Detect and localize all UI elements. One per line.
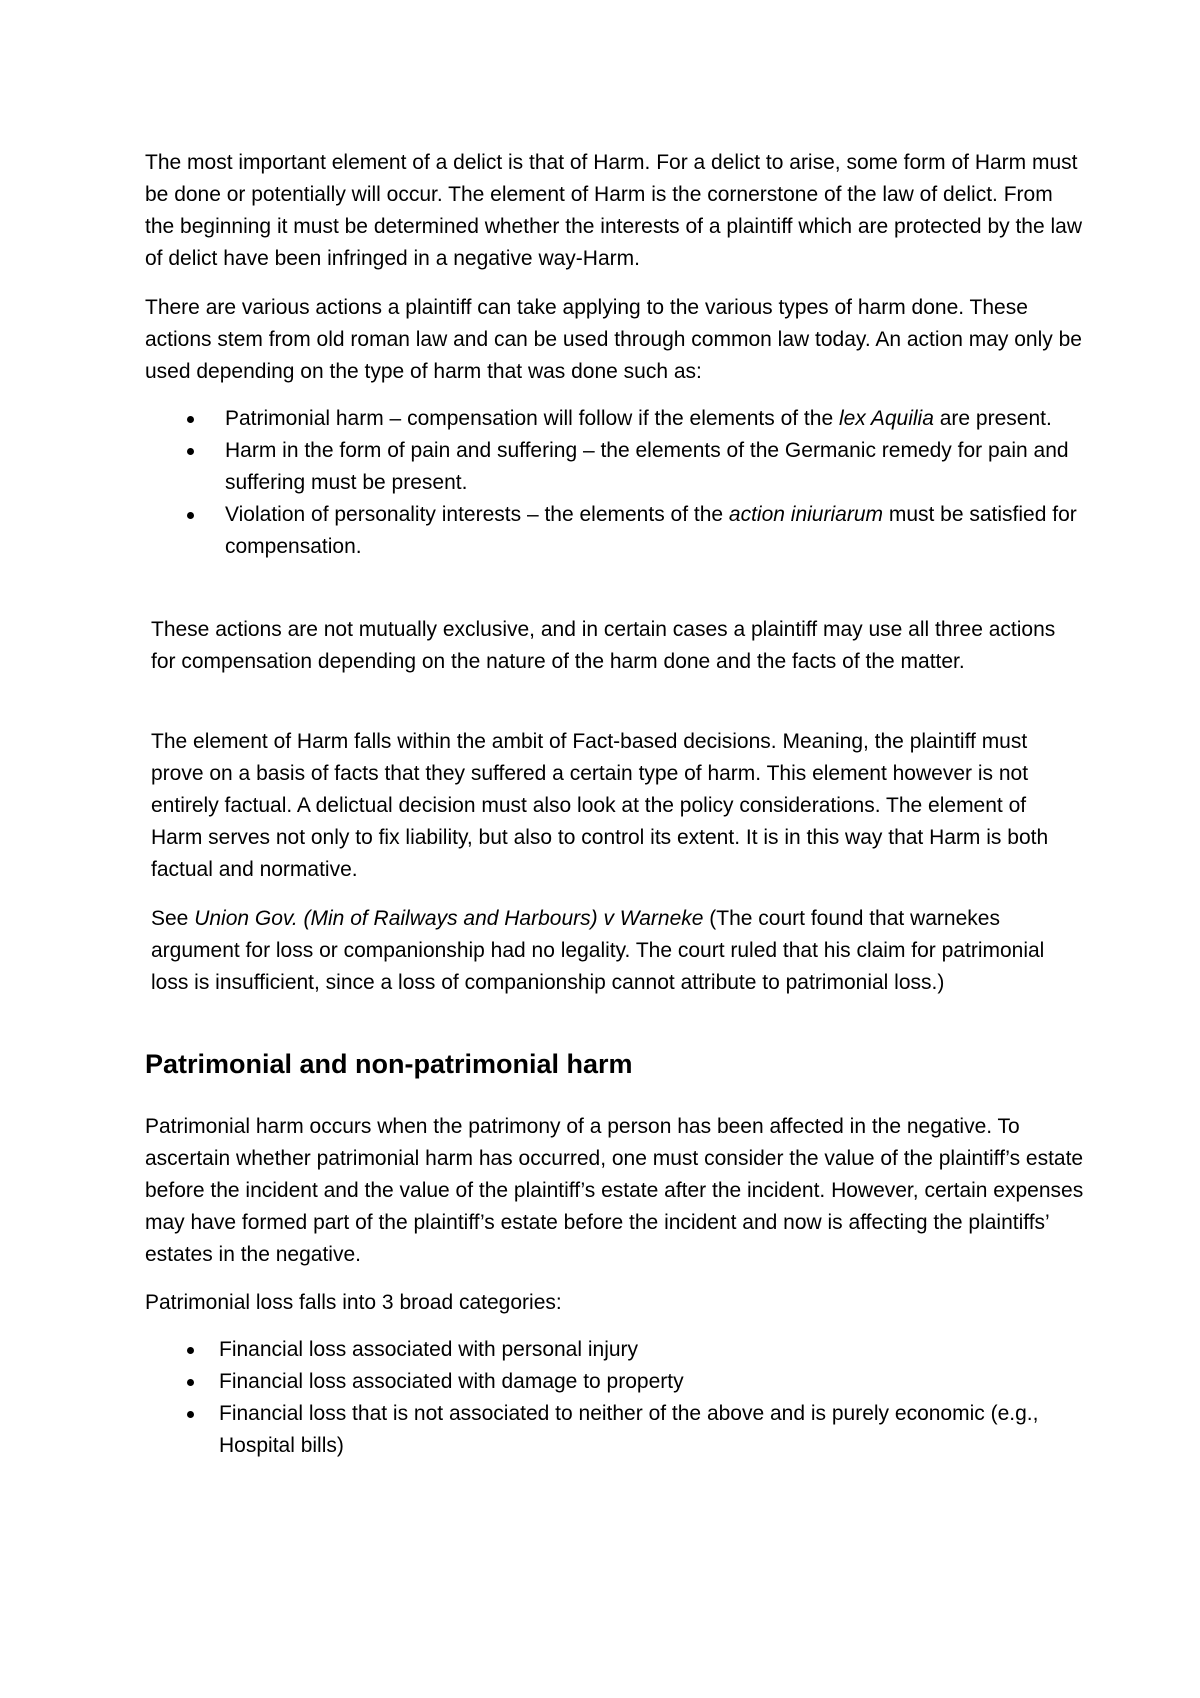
paragraph-patrimonial-harm: Patrimonial harm occurs when the patrimony of a person has been affected in the negative. To ascertain whether patrimonial harm has occurred, one must consider the value of the plaintiff’s estate before the incident and the value of the plaintiff’s estate after the incident. However, certain expenses may have formed part of the plaintiff’s estate before the incident and now is affecting the plaintiffs’ estates in the negative. (145, 1115, 1084, 1266)
bullet-icon (187, 1411, 194, 1418)
list-item (145, 499, 1085, 563)
bullet-icon (187, 1379, 194, 1386)
case-prefix: See (151, 907, 195, 930)
paragraph-fact-based: The element of Harm falls within the ambit of Fact-based decisions. Meaning, the plaintiff must prove on a basis of facts that they suffered a certain type of harm. This element however is not entirely factual. A delictual decision must also look at the policy considerations. The element of Harm serves not only to fix liability, but also to control its extent. It is in this way that Harm is both factual and normative. (151, 730, 1049, 881)
list-item-text-end: are present. (933, 407, 1052, 430)
case-name: Union Gov. (Min of Railways and Harbours) v Warneke (194, 907, 704, 930)
actions-list (145, 403, 1085, 563)
paragraph-actions-intro: There are various actions a plaintiff can take applying to the various types of harm done. These actions stem from old roman law and can be used through common law today. An action may only be used depending on the type of harm that was done such as: (145, 296, 1082, 383)
bullet-icon (187, 448, 194, 455)
list-item-emphasis: action iniuriarum (728, 503, 883, 526)
list-item (145, 435, 1085, 499)
list-item (145, 1398, 1085, 1462)
list-item-text: Violation of personality interests – the elements of the (225, 503, 729, 526)
bullet-icon (187, 416, 194, 423)
list-item (145, 1334, 1085, 1366)
paragraph-case-reference (151, 903, 1081, 999)
list-item-text: Financial loss that is not associated to neither of the above and is purely economic (e.g., Hospital bills) (219, 1402, 1039, 1457)
paragraph-not-exclusive: These actions are not mutually exclusive, and in certain cases a plaintiff may use all three actions for compensation depending on the nature of the harm done and the facts of the matter. (151, 618, 1056, 673)
list-item-text: Financial loss associated with personal injury (219, 1338, 639, 1361)
bullet-icon (187, 1347, 194, 1354)
list-item-text-end: must be satisfied for compensation. (225, 503, 1077, 558)
list-item-emphasis: lex Aquilia (838, 407, 934, 430)
paragraph-categories-intro: Patrimonial loss falls into 3 broad categories: (145, 1291, 562, 1314)
case-summary: (The court found that warnekes argument for loss or companionship had no legality. The court ruled that his claim for patrimonial loss is insufficient, since a loss of companionship cannot attribute to patrimonial loss.) (151, 907, 1045, 994)
list-item (145, 1366, 1085, 1398)
paragraph-harm-intro: The most important element of a delict is that of Harm. For a delict to arise, some form of Harm must be done or potentially will occur. The element of Harm is the cornerstone of the law of delict. From the beginning it must be determined whether the interests of a plaintiff which are protected by the law of delict have been infringed in a negative way-Harm. (145, 151, 1082, 270)
section-heading: Patrimonial and non-patrimonial harm (145, 1049, 633, 1079)
bullet-icon (187, 512, 194, 519)
list-item-text: Financial loss associated with damage to property (219, 1370, 684, 1393)
list-item-text: Patrimonial harm – compensation will follow if the elements of the (225, 407, 839, 430)
categories-list (145, 1334, 1085, 1462)
list-item-text: Harm in the form of pain and suffering – the elements of the Germanic remedy for pain and suffering must be present. (225, 439, 1069, 494)
list-item (145, 403, 1085, 435)
